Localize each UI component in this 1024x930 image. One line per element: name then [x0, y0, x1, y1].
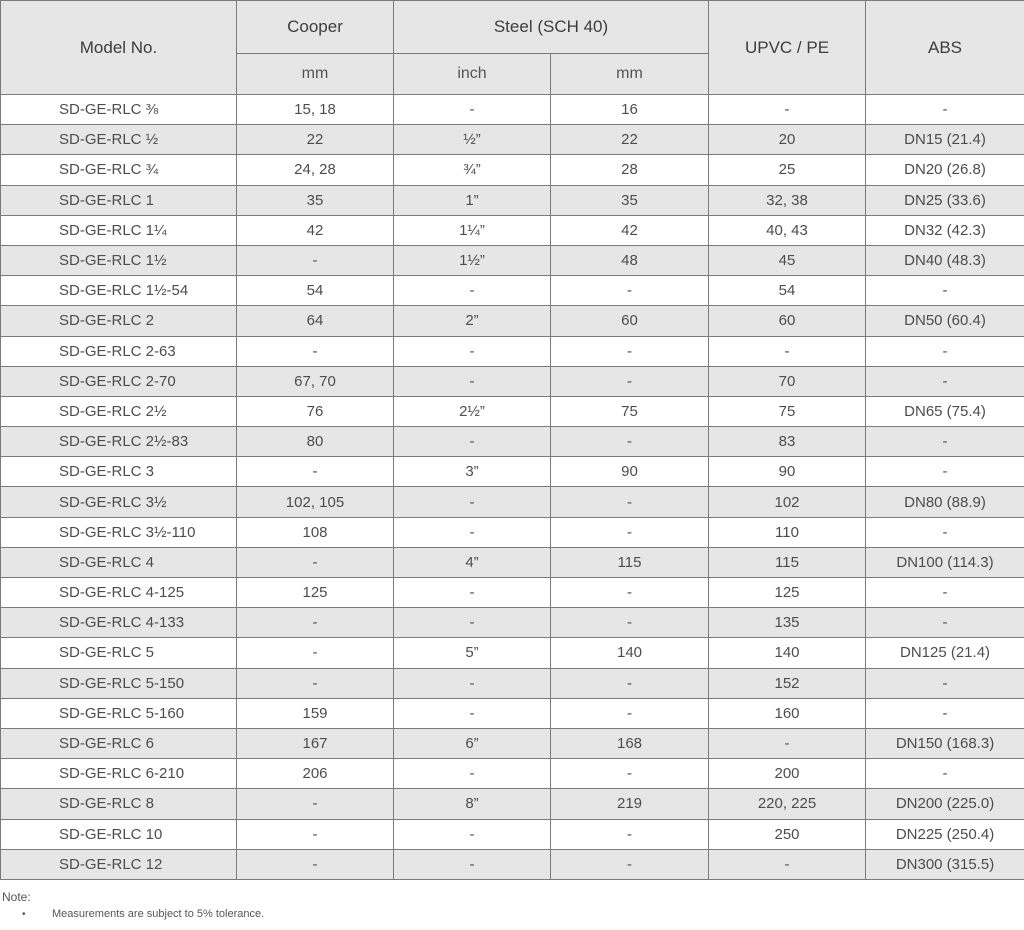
table-row [1, 849, 1024, 879]
cell-upvc: - [709, 849, 866, 879]
cell-steel-inch: 6” [394, 728, 551, 758]
cell-model: SD-GE-RLC 1½ [1, 245, 237, 275]
cell-steel-mm: 28 [551, 155, 709, 185]
cell-cooper: - [237, 789, 394, 819]
cell-steel-mm: - [551, 517, 709, 547]
table-row [1, 185, 1024, 215]
cell-model: SD-GE-RLC 5-150 [1, 668, 237, 698]
cell-cooper: 76 [237, 396, 394, 426]
cell-cooper: - [237, 608, 394, 638]
cell-steel-inch: - [394, 517, 551, 547]
cell-steel-mm: - [551, 487, 709, 517]
cell-model: SD-GE-RLC 2-63 [1, 336, 237, 366]
cell-upvc: - [709, 336, 866, 366]
cell-upvc: 45 [709, 245, 866, 275]
cell-cooper: 54 [237, 276, 394, 306]
cell-model: SD-GE-RLC 8 [1, 789, 237, 819]
cell-abs: DN20 (26.8) [866, 155, 1024, 185]
cell-cooper: - [237, 668, 394, 698]
table-row [1, 306, 1024, 336]
note-list [22, 908, 264, 920]
cell-steel-inch: - [394, 668, 551, 698]
cell-abs: - [866, 578, 1024, 608]
cell-steel-mm: - [551, 849, 709, 879]
note-label: Note: [2, 890, 31, 904]
cell-model: SD-GE-RLC 4 [1, 547, 237, 577]
cell-upvc: 32, 38 [709, 185, 866, 215]
cell-upvc: 135 [709, 608, 866, 638]
table-row [1, 396, 1024, 426]
cell-cooper: 67, 70 [237, 366, 394, 396]
cell-steel-inch: - [394, 487, 551, 517]
cell-steel-inch: 2½” [394, 396, 551, 426]
cell-steel-inch: - [394, 819, 551, 849]
cell-upvc: 70 [709, 366, 866, 396]
cell-model: SD-GE-RLC 4-133 [1, 608, 237, 638]
cell-abs: DN40 (48.3) [866, 245, 1024, 275]
cell-model: SD-GE-RLC 1 [1, 185, 237, 215]
cell-abs: - [866, 95, 1024, 125]
table-row [1, 276, 1024, 306]
cell-cooper: 167 [237, 728, 394, 758]
cell-cooper: 108 [237, 517, 394, 547]
cell-steel-mm: 35 [551, 185, 709, 215]
cell-model: SD-GE-RLC 2½ [1, 396, 237, 426]
cell-model: SD-GE-RLC 5 [1, 638, 237, 668]
cell-steel-mm: 22 [551, 125, 709, 155]
cell-cooper: - [237, 849, 394, 879]
table-row [1, 608, 1024, 638]
cell-steel-inch: - [394, 95, 551, 125]
cell-upvc: - [709, 95, 866, 125]
cell-upvc: 125 [709, 578, 866, 608]
cell-upvc: 90 [709, 457, 866, 487]
header-abs: ABS [866, 1, 1024, 95]
cell-steel-inch: ½” [394, 125, 551, 155]
table-row [1, 457, 1024, 487]
cell-model: SD-GE-RLC 1¼ [1, 215, 237, 245]
cell-model: SD-GE-RLC 10 [1, 819, 237, 849]
table-row [1, 698, 1024, 728]
cell-abs: - [866, 366, 1024, 396]
cell-abs: - [866, 517, 1024, 547]
table-row [1, 728, 1024, 758]
cell-cooper: 80 [237, 427, 394, 457]
header-cooper: Cooper [237, 1, 394, 54]
cell-abs: DN15 (21.4) [866, 125, 1024, 155]
cell-abs: - [866, 427, 1024, 457]
cell-steel-inch: ¾” [394, 155, 551, 185]
cell-steel-inch: 2” [394, 306, 551, 336]
cell-cooper: 125 [237, 578, 394, 608]
table-row [1, 547, 1024, 577]
header-steel-sch40: Steel (SCH 40) [394, 1, 709, 54]
cell-abs: - [866, 457, 1024, 487]
header-steel-mm: mm [551, 54, 709, 95]
cell-abs: DN150 (168.3) [866, 728, 1024, 758]
cell-steel-inch: 1” [394, 185, 551, 215]
header-model-no: Model No. [1, 1, 237, 95]
cell-model: SD-GE-RLC 1½-54 [1, 276, 237, 306]
cell-model: SD-GE-RLC 2½-83 [1, 427, 237, 457]
cell-upvc: 54 [709, 276, 866, 306]
cell-steel-mm: - [551, 698, 709, 728]
cell-cooper: - [237, 336, 394, 366]
table-header [1, 1, 1024, 95]
table-row [1, 819, 1024, 849]
cell-abs: DN100 (114.3) [866, 547, 1024, 577]
table-row [1, 155, 1024, 185]
cell-steel-mm: - [551, 427, 709, 457]
cell-upvc: - [709, 728, 866, 758]
cell-upvc: 250 [709, 819, 866, 849]
cell-steel-inch: 8” [394, 789, 551, 819]
cell-cooper: 35 [237, 185, 394, 215]
cell-steel-mm: 48 [551, 245, 709, 275]
header-upvc-pe: UPVC / PE [709, 1, 866, 95]
cell-abs: - [866, 276, 1024, 306]
table-row [1, 245, 1024, 275]
cell-upvc: 160 [709, 698, 866, 728]
table-row [1, 125, 1024, 155]
table-row [1, 366, 1024, 396]
cell-abs: - [866, 759, 1024, 789]
note-item [22, 908, 264, 920]
cell-abs: - [866, 608, 1024, 638]
cell-model: SD-GE-RLC ½ [1, 125, 237, 155]
table-body [1, 95, 1024, 880]
cell-steel-mm: 90 [551, 457, 709, 487]
table-row [1, 668, 1024, 698]
cell-abs: - [866, 336, 1024, 366]
cell-model: SD-GE-RLC ¾ [1, 155, 237, 185]
table-row [1, 578, 1024, 608]
table-row [1, 789, 1024, 819]
cell-steel-mm: - [551, 276, 709, 306]
cell-steel-inch: 1½” [394, 245, 551, 275]
cell-cooper: 22 [237, 125, 394, 155]
cell-upvc: 20 [709, 125, 866, 155]
cell-cooper: - [237, 547, 394, 577]
cell-cooper: 24, 28 [237, 155, 394, 185]
cell-model: SD-GE-RLC 3½ [1, 487, 237, 517]
table-row [1, 95, 1024, 125]
cell-steel-inch: - [394, 698, 551, 728]
cell-model: SD-GE-RLC 4-125 [1, 578, 237, 608]
cell-steel-inch: - [394, 427, 551, 457]
cell-model: SD-GE-RLC 3 [1, 457, 237, 487]
cell-steel-inch: - [394, 578, 551, 608]
cell-steel-mm: 42 [551, 215, 709, 245]
note-text: Measurements are subject to 5% tolerance. [52, 908, 265, 920]
cell-cooper: - [237, 245, 394, 275]
cell-model: SD-GE-RLC 12 [1, 849, 237, 879]
cell-cooper: 15, 18 [237, 95, 394, 125]
cell-steel-mm: 140 [551, 638, 709, 668]
cell-cooper: 42 [237, 215, 394, 245]
cell-cooper: - [237, 638, 394, 668]
cell-steel-mm: 60 [551, 306, 709, 336]
cell-cooper: 64 [237, 306, 394, 336]
cell-abs: DN80 (88.9) [866, 487, 1024, 517]
cell-steel-mm: 219 [551, 789, 709, 819]
cell-steel-mm: - [551, 759, 709, 789]
cell-upvc: 115 [709, 547, 866, 577]
cell-abs: DN225 (250.4) [866, 819, 1024, 849]
cell-model: SD-GE-RLC 5-160 [1, 698, 237, 728]
cell-steel-mm: - [551, 668, 709, 698]
cell-abs: - [866, 698, 1024, 728]
cell-upvc: 152 [709, 668, 866, 698]
cell-steel-inch: - [394, 366, 551, 396]
cell-abs: DN32 (42.3) [866, 215, 1024, 245]
cell-steel-inch: 5” [394, 638, 551, 668]
cell-steel-inch: - [394, 336, 551, 366]
cell-upvc: 220, 225 [709, 789, 866, 819]
cell-steel-inch: - [394, 849, 551, 879]
bullet-icon: • [22, 908, 26, 920]
table-row [1, 427, 1024, 457]
cell-upvc: 75 [709, 396, 866, 426]
cell-steel-inch: 4” [394, 547, 551, 577]
cell-model: SD-GE-RLC 6 [1, 728, 237, 758]
cell-model: SD-GE-RLC 2 [1, 306, 237, 336]
cell-upvc: 40, 43 [709, 215, 866, 245]
cell-cooper: 159 [237, 698, 394, 728]
table-row [1, 517, 1024, 547]
cell-abs: DN200 (225.0) [866, 789, 1024, 819]
cell-model: SD-GE-RLC 2-70 [1, 366, 237, 396]
cell-steel-inch: - [394, 276, 551, 306]
cell-abs: DN125 (21.4) [866, 638, 1024, 668]
cell-steel-mm: 75 [551, 396, 709, 426]
cell-steel-mm: - [551, 608, 709, 638]
header-steel-inch: inch [394, 54, 551, 95]
cell-cooper: - [237, 819, 394, 849]
table-row [1, 215, 1024, 245]
cell-model: SD-GE-RLC ⅜ [1, 95, 237, 125]
cell-steel-mm: 115 [551, 547, 709, 577]
cell-steel-mm: - [551, 336, 709, 366]
cell-upvc: 140 [709, 638, 866, 668]
cell-abs: DN300 (315.5) [866, 849, 1024, 879]
cell-model: SD-GE-RLC 3½-110 [1, 517, 237, 547]
header-cooper-mm: mm [237, 54, 394, 95]
cell-upvc: 110 [709, 517, 866, 547]
table-row [1, 336, 1024, 366]
cell-abs: DN50 (60.4) [866, 306, 1024, 336]
cell-cooper: 102, 105 [237, 487, 394, 517]
cell-steel-mm: - [551, 819, 709, 849]
cell-upvc: 83 [709, 427, 866, 457]
cell-steel-mm: - [551, 578, 709, 608]
cell-upvc: 25 [709, 155, 866, 185]
cell-cooper: - [237, 457, 394, 487]
cell-abs: - [866, 668, 1024, 698]
table-row [1, 759, 1024, 789]
cell-steel-inch: 3” [394, 457, 551, 487]
cell-steel-mm: - [551, 366, 709, 396]
cell-steel-inch: 1¼” [394, 215, 551, 245]
table-row [1, 487, 1024, 517]
table-row [1, 638, 1024, 668]
cell-steel-mm: 168 [551, 728, 709, 758]
cell-steel-inch: - [394, 759, 551, 789]
cell-upvc: 60 [709, 306, 866, 336]
cell-upvc: 200 [709, 759, 866, 789]
cell-abs: DN65 (75.4) [866, 396, 1024, 426]
cell-upvc: 102 [709, 487, 866, 517]
cell-model: SD-GE-RLC 6-210 [1, 759, 237, 789]
cell-abs: DN25 (33.6) [866, 185, 1024, 215]
cell-cooper: 206 [237, 759, 394, 789]
cell-steel-inch: - [394, 608, 551, 638]
cell-steel-mm: 16 [551, 95, 709, 125]
